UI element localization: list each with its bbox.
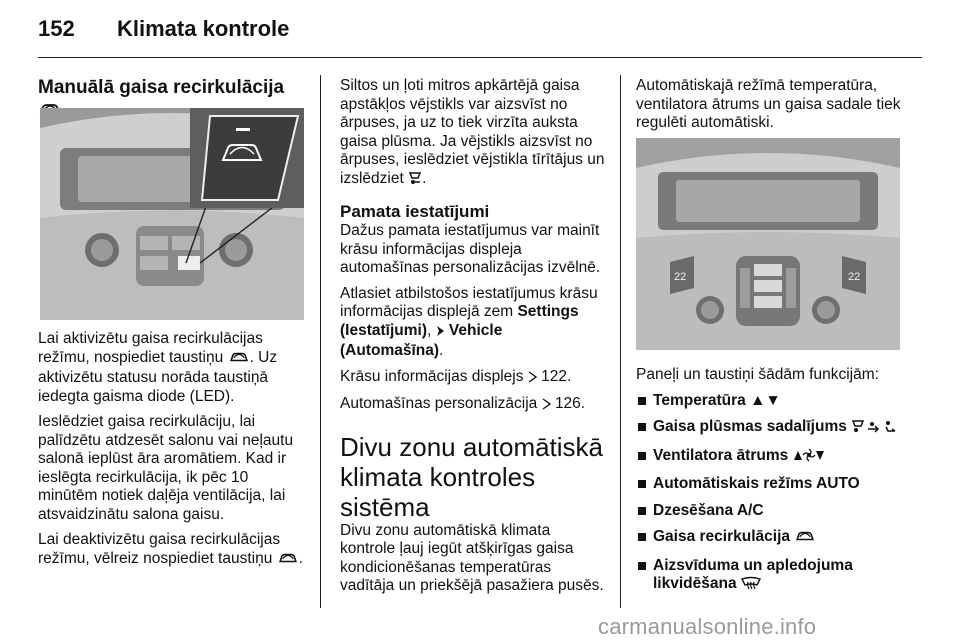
column-divider-2 xyxy=(620,75,621,608)
col2-paragraph-2: Dažus pamata iestatījumus var mainīt krāsu informācijas displeja automašīnas personalizācijas izvēlnē. xyxy=(340,222,601,276)
col1-paragraph-1 xyxy=(38,330,310,406)
page-reference-icon xyxy=(542,397,551,416)
list-item xyxy=(636,528,918,549)
function-label: Dzesēšana A/C xyxy=(653,501,764,519)
bullet-icon xyxy=(638,507,646,515)
reference-page: 122. xyxy=(541,367,572,385)
column-divider-1 xyxy=(320,75,321,608)
function-label: Gaisa plūsmas sadalījums xyxy=(653,418,847,435)
list-item xyxy=(636,392,918,411)
function-label: Temperatūra xyxy=(653,391,746,409)
reference-text: Krāsu informācijas displejs xyxy=(340,367,524,385)
climate-panel-photo xyxy=(636,138,900,350)
bullet-icon xyxy=(638,423,646,431)
bullet-icon xyxy=(638,480,646,488)
col3-paragraph-1: Automātiskajā režīmā temperatūra, ventilatora ātrums un gaisa sadale tiek regulēti automātiski. xyxy=(636,77,901,131)
list-item xyxy=(636,475,918,494)
function-label: Ventilatora ātrums xyxy=(653,446,789,464)
function-label: Automātiskais režīms AUTO xyxy=(653,475,860,492)
function-list xyxy=(636,392,918,596)
air-distribution-icons xyxy=(851,419,897,439)
col2-p1-text: Siltos un ļoti mitros apkārtējā gaisa apstākļos vējstikls var aizsvīst no ārpuses, ja uz to tiek virzīta auksta gaisa plūsma. Ja vējstikls aizsvīst no ārpuses, ieslēdziet vējstikla tīrītājus un izslēdziet xyxy=(340,77,605,187)
list-item xyxy=(636,418,918,439)
bullet-icon xyxy=(638,533,646,541)
header-divider xyxy=(38,57,922,58)
dual-zone-block xyxy=(340,432,608,596)
list-item xyxy=(636,502,918,521)
col2-p3-pre: Atlasiet atbilstošos iestatījumus krāsu informācijas displejā zem xyxy=(340,284,598,320)
col3-intro xyxy=(636,77,916,140)
page-number: 152 xyxy=(38,16,75,41)
col1-text xyxy=(38,330,310,577)
col1-p3-end: . xyxy=(298,549,303,567)
vehicle-menu-label: Vehicle (Automašīna) xyxy=(340,321,503,359)
basic-settings-block xyxy=(340,202,608,416)
col2-p1-end: . xyxy=(422,169,427,187)
col1-paragraph-3 xyxy=(38,531,310,570)
defrost-icon xyxy=(741,576,761,596)
right-temp-label: 22 xyxy=(848,271,861,283)
recirculation-icon xyxy=(794,529,816,549)
reference-page: 126. xyxy=(554,395,586,412)
bullet-icon xyxy=(638,397,646,405)
col1-p3-start: Lai deaktivizētu gaisa recirkulācijas režīmu, vēlreiz nospiediet taustiņu xyxy=(38,531,281,567)
recirculation-button-photo xyxy=(40,108,304,320)
windshield-airflow-icon xyxy=(408,171,422,191)
col2-paragraph-1 xyxy=(340,77,608,190)
panel-intro: Paneļi un taustiņi šādām funkcijām: xyxy=(636,366,879,383)
bullet-icon xyxy=(638,562,646,570)
col2-p3-end: . xyxy=(439,342,444,359)
function-label: Gaisa recirkulācija xyxy=(653,528,791,545)
function-label: Aizsvīduma un apledojuma likvidēšana xyxy=(653,556,853,592)
temperature-arrows-icon: ▲▼ xyxy=(750,391,781,409)
col1-p1-start: Lai aktivizētu gaisa recirkulācijas režīmu, nospiediet taustiņu xyxy=(38,330,263,366)
recirculation-icon xyxy=(228,350,250,370)
reference-vehicle-personalisation[interactable] xyxy=(340,395,608,416)
left-temp-label: 22 xyxy=(674,271,687,283)
bullet-icon xyxy=(638,452,646,460)
dual-zone-heading: Divu zonu automātiskā klimata kontroles sistēma xyxy=(340,431,604,522)
col2-text xyxy=(340,77,608,603)
settings-menu-label: Settings (Iestatījumi) xyxy=(340,303,579,339)
fan-speed-icon xyxy=(793,448,825,468)
recirculation-heading: Manuālā gaisa recirkulācija xyxy=(38,77,285,98)
col3-functions xyxy=(636,366,918,604)
col2-paragraph-3 xyxy=(340,285,608,361)
col2-p3-mid: , xyxy=(426,321,436,339)
page-reference-icon xyxy=(528,370,537,389)
list-item xyxy=(636,447,918,468)
page-title: Klimata kontrole xyxy=(117,16,290,41)
menu-arrow-icon xyxy=(436,324,445,343)
col1-p1-end: . Uz aktivizētu statusu norāda taustiņā iedegta gaisma diode (LED). xyxy=(38,348,278,405)
col1-paragraph-2: Ieslēdziet gaisa recirkulāciju, lai palīdzētu atdzesēt salonu vai neļautu salonā ieplūst āra aromātiem. Kad ir ieslēgta recirkulācija, ik pēc 10 minūtēm notiek daļēja ventilācija, lai atsvaidzinātu salona gaisu. xyxy=(38,413,294,523)
list-item xyxy=(636,557,918,596)
recirculation-icon xyxy=(277,551,299,571)
basic-settings-heading: Pamata iestatījumi xyxy=(340,202,490,221)
watermark: carmanualsonline.info xyxy=(598,614,817,639)
reference-text: Automašīnas personalizācija xyxy=(340,395,538,412)
col2-paragraph-4: Divu zonu automātiskā klimata kontrole ļauj iegūt atšķirīgas gaisa kondicionēšanas temperatūras vadītāja un priekšējā pasažiera pusēs. xyxy=(340,521,604,594)
reference-color-info-display[interactable] xyxy=(340,368,608,389)
